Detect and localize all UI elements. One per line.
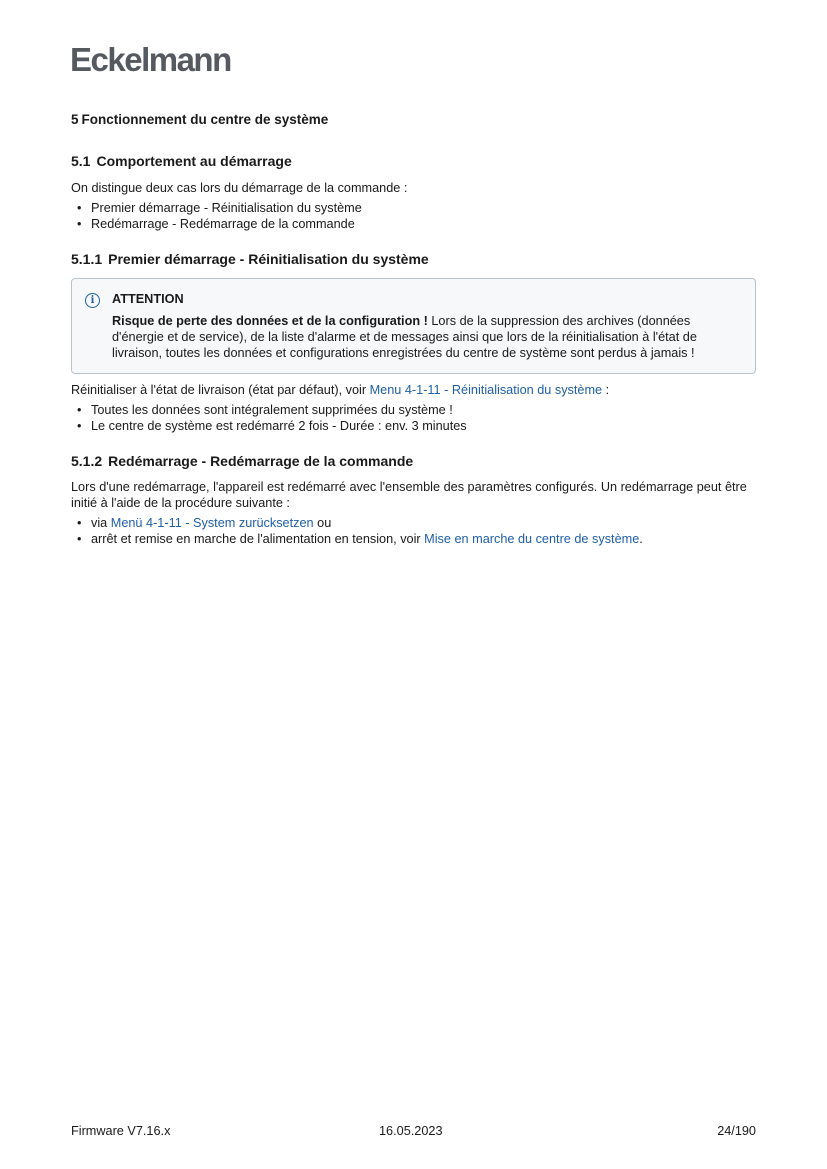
section-title: Fonctionnement du centre de système [81,112,329,127]
bullet: • [77,403,82,417]
section-5-1-intro: On distingue deux cas lors du démarrage de la commande : [71,181,408,195]
bullet: • [77,516,82,530]
section-title: Comportement au démarrage [96,153,292,169]
list-item: • Redémarrage - Redémarrage de la commande [77,217,355,231]
section-number: 5.1 [71,153,91,169]
section-5-1-heading [71,152,756,170]
callout-text [112,313,743,361]
section-5-1-1-list [71,402,756,434]
footer-date: 16.05.2023 [379,1124,443,1138]
list-item: • Premier démarrage - Réinitialisation du système [77,201,362,215]
section-5-heading [71,112,756,128]
reset-paragraph: Réinitialiser à l'état de livraison (état par défaut), voir Menu 4-1-11 - Réinitialisation du système : [71,383,610,397]
bullet: • [77,201,82,215]
list-item: • via Menü 4-1-11 - System zurücksetzen ou [77,516,332,530]
section-number: 5.1.2 [71,453,103,469]
callout-bold-text: Risque de perte des données et de la configuration ! [112,314,428,328]
section-5-1-2-heading [71,452,756,470]
callout-body-text: Lors de la suppression des archives (données d'énergie et de service), de la liste d'alarme et de messages ainsi que lors de la réinitialisation à l'état de livraison, toutes les données et configurations enregistrées du centre de système sont perdus à jamais ! [112,314,697,360]
bullet: • [77,532,82,546]
footer-firmware: Firmware V7.16.x [71,1124,171,1138]
info-icon: i [85,293,100,308]
section-5-1-2-list [71,515,756,547]
list-item: • Toutes les données sont intégralement supprimées du système ! [77,403,453,417]
restart-paragraph: Lors d'une redémarrage, l'appareil est redémarré avec l'ensemble des paramètres configurés. Un redémarrage peut être initié à l'aide de la procédure suivante : [71,480,747,510]
callout-title: ATTENTION [112,292,184,306]
bullet: • [77,217,82,231]
attention-callout [71,278,756,374]
footer-page-number: 24/190 [717,1124,756,1138]
menu-reset-link[interactable]: Menu 4-1-11 - Réinitialisation du système [369,383,603,397]
section-number: 5.1.1 [71,251,103,267]
section-number: 5 [71,112,79,127]
list-item: • arrêt et remise en marche de l'alimentation en tension, voir Mise en marche du centre de système. [77,532,643,546]
menu-system-reset-link[interactable]: Menü 4-1-11 - System zurücksetzen [110,516,314,530]
section-title: Premier démarrage - Réinitialisation du système [108,251,429,267]
section-title: Redémarrage - Redémarrage de la commande [108,453,414,469]
eckelmann-logo: Eckelmann [70,41,231,78]
section-5-1-list [71,200,756,232]
bullet: • [77,419,82,433]
section-5-1-1-heading [71,250,756,268]
page-content [71,112,756,547]
power-on-link[interactable]: Mise en marche du centre de système [424,532,640,546]
list-item: • Le centre de système est redémarré 2 fois - Durée : env. 3 minutes [77,419,467,433]
